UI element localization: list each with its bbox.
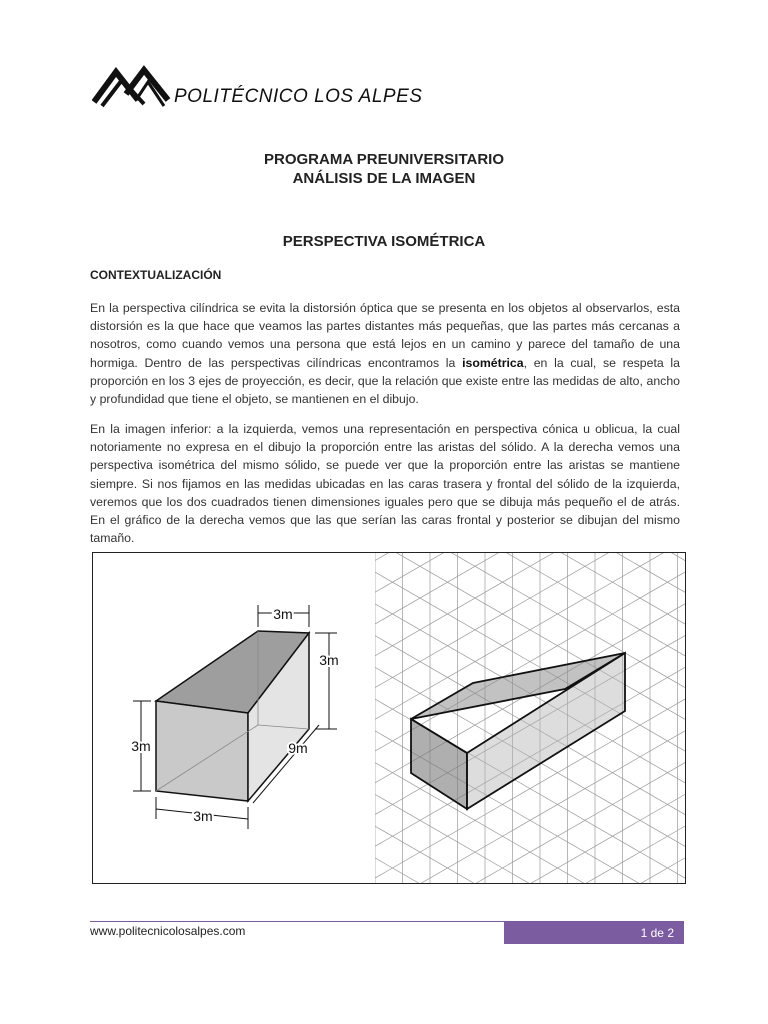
logo [92, 64, 422, 116]
grid-line [375, 826, 685, 883]
grid-line [375, 553, 685, 688]
dimension-bottom-label: 3m [193, 808, 213, 824]
image-description-paragraph: En la imagen inferior: a la izquierda, vemos una representación en perspectiva cónica u oblicua, la cual notoriamente no expresa en el dibujo la proporción entre las aristas del sólido. A la derecha vemos una perspectiva isométrica del mismo sólido, se puede ver que la proporción entre las aristas se mantiene siempre. Si nos fijamos en las medidas ubicadas en las caras trasera y frontal del sólido de la izquierda, veremos que los dos cuadrados tienen dimensiones iguales pero que se dibuja más pequeño el de atrás. En el gráfico de la derecha vemos que las que serían las caras frontal y posterior se dibujan del mismo tamaño. [90, 422, 680, 546]
footer-website: www.politecnicolosalpes.com [90, 924, 246, 938]
paragraph-text: , en la cual, se respeta la proporción en los 3 ejes de proyección, es decir, que la relación que existe entre las medidas de alto, ancho y profundidad que tiene el objeto, se mantienen en el dibujo. [90, 355, 681, 407]
grid-line [375, 826, 685, 883]
box-front-face [156, 701, 248, 801]
grid-line [375, 553, 685, 592]
perspective-figure [92, 552, 686, 884]
grid-line [375, 553, 685, 688]
paragraph-text: En la perspectiva cilíndrica se evita la distorsión óptica que se presenta en los objetos al observarlos, esta distorsión es la que hace que veamos las partes distantes más pequeñas, que las partes más cercanas a nosotros, como cuando vemos una persona que está lejos en un camino y parece del tamaño de una hormiga. Dentro de las perspectivas cilíndricas encontramos la [90, 301, 680, 370]
isometric-drawing [375, 553, 685, 883]
document-subtitle: ANÁLISIS DE LA IMAGEN [292, 170, 476, 187]
grid-line [375, 794, 685, 883]
grid-line [375, 553, 685, 624]
grid-line [375, 858, 685, 883]
grid-line [375, 553, 685, 656]
dimension-front-height-label: 3m [131, 738, 151, 754]
iso-box-front-face [411, 719, 467, 809]
dimension-length-label: 9m [288, 740, 308, 756]
grid-line [375, 553, 685, 561]
grid-line [375, 858, 685, 883]
topic-title: PERSPECTIVA ISOMÉTRICA [282, 233, 486, 250]
grid-line [375, 553, 685, 656]
grid-line [375, 794, 685, 883]
grid-line [375, 553, 685, 624]
page-number: 1 de 2 [504, 922, 684, 944]
logo-text: POLITÉCNICO LOS ALPES [174, 86, 423, 107]
mountain-logo-icon [92, 64, 172, 110]
context-paragraph [90, 299, 680, 408]
grid-line [375, 553, 685, 561]
oblique-perspective-drawing [93, 553, 375, 883]
section-label: CONTEXTUALIZACIÓN [90, 268, 222, 282]
grid-line [375, 553, 685, 592]
dimension-top-label: 3m [273, 606, 293, 622]
paragraph-bold-term: isométrica [462, 355, 524, 370]
dimension-back-height-label: 3m [319, 652, 339, 668]
program-title: PROGRAMA PREUNIVERSITARIO [263, 151, 504, 168]
